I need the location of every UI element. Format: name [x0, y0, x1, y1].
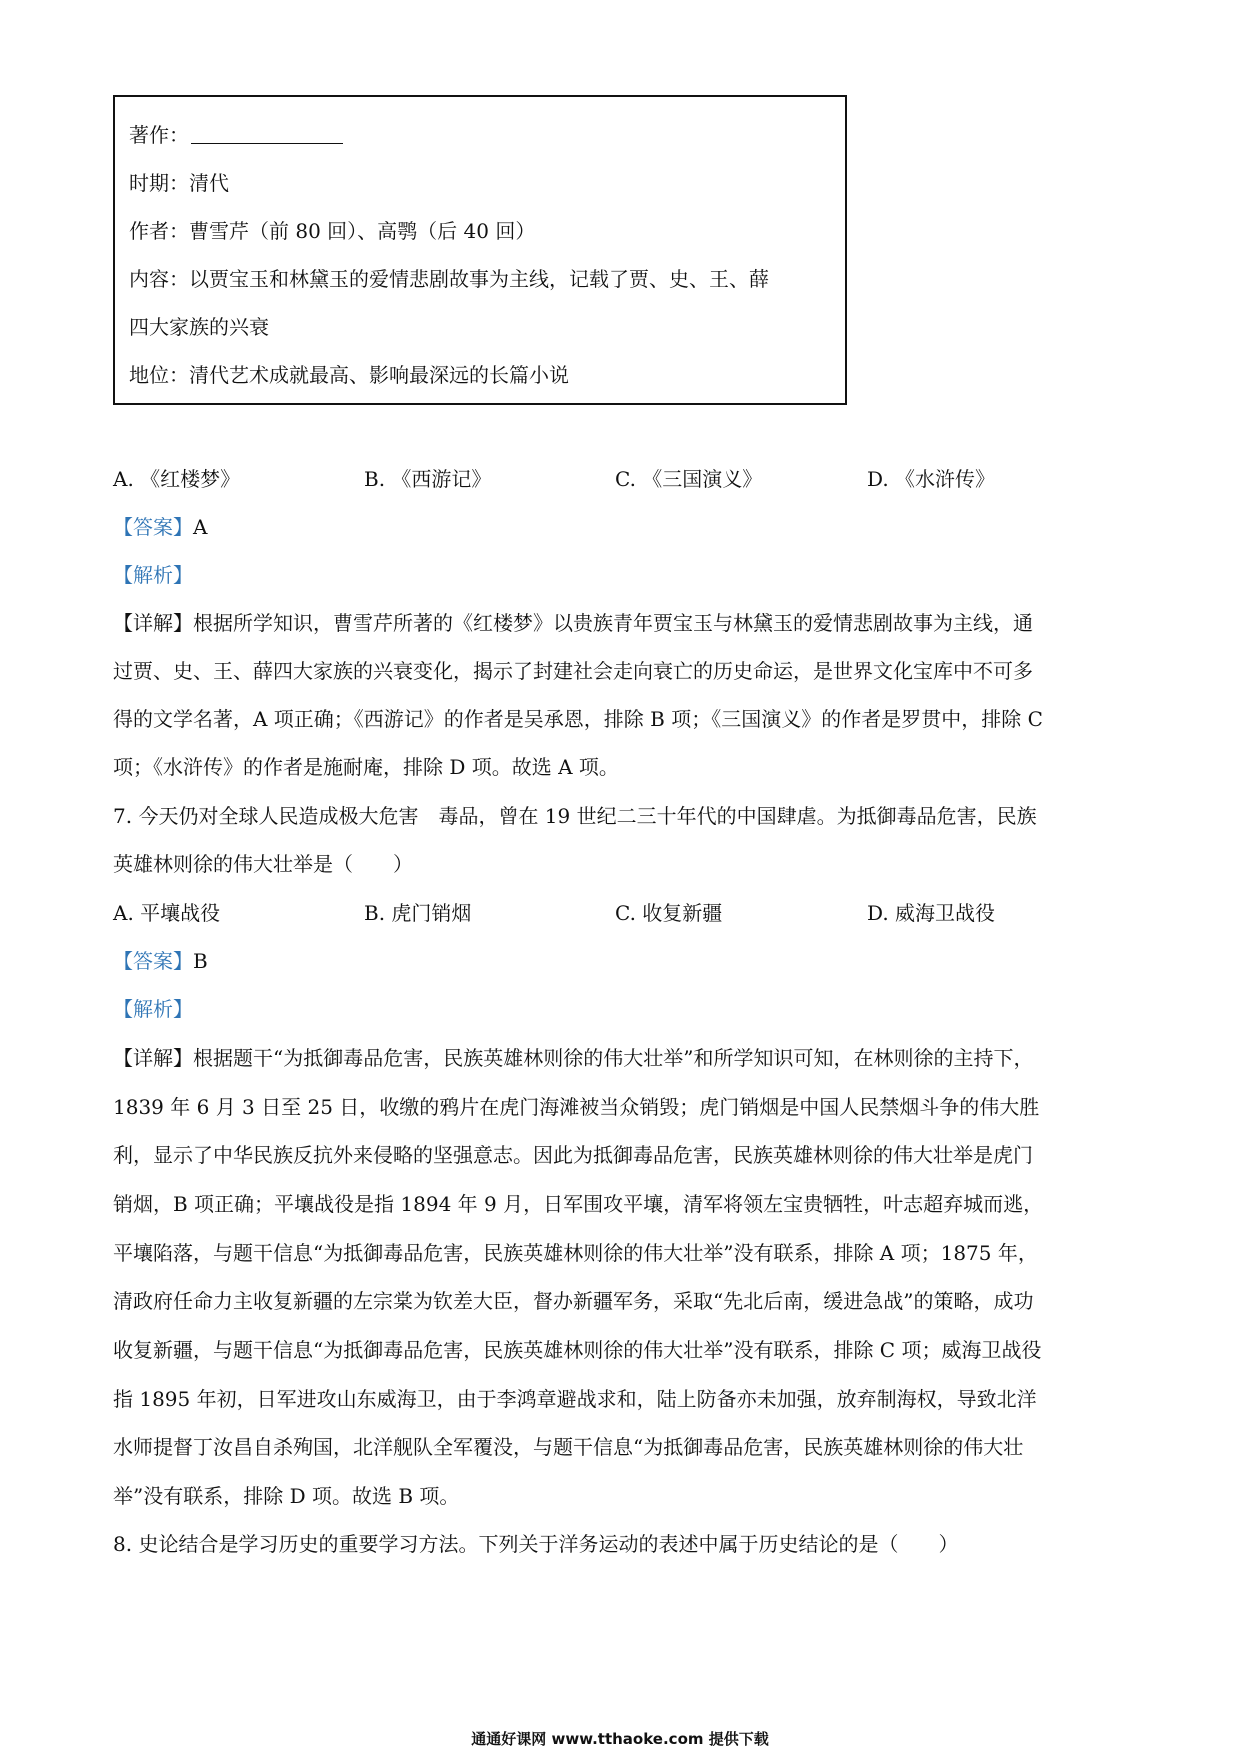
q6-detail-line: 【详解】根据所学知识，曹雪芹所著的《红楼梦》以贵族青年贾宝玉与林黛玉的爱情悲剧故事为主线，通: [113, 611, 1033, 635]
q7-detail-line: 指 1895 年初，日军进攻山东威海卫，由于李鸿章避战求和，陆上防备亦未加强，放弃制海权，导致北洋: [113, 1387, 1037, 1411]
q7-option-a: A. 平壤战役: [113, 901, 221, 925]
q7-stem-line: 英雄林则徐的伟大壮举是（ ）: [113, 852, 413, 876]
q7-detail-line: 举”没有联系，排除 D 项。故选 B 项。: [113, 1484, 460, 1508]
q6-option-b: B. 《西游记》: [364, 467, 492, 491]
q6-detail-line: 项；《水浒传》的作者是施耐庵，排除 D 项。故选 A 项。: [113, 755, 619, 779]
q7-stem-line: 7. 今天仍对全球人民造成极大危害 毒品，曾在 19 世纪二三十年代的中国肆虐。为抵御毒品危害，民族: [113, 804, 1037, 828]
answer-label: 【答案】: [113, 949, 193, 973]
q6-option-a: A. 《红楼梦》: [113, 467, 241, 491]
content-line-2: 四大家族的兴衰: [129, 315, 269, 339]
q7-detail-line: 收复新疆，与题干信息“为抵御毒品危害，民族英雄林则徐的伟大壮举”没有联系，排除 C 项；威海卫战役: [113, 1338, 1042, 1362]
info-box: [113, 95, 847, 405]
author-line: 作者：曹雪芹（前 80 回）、高鹗（后 40 回）: [129, 219, 536, 243]
q7-analysis-label: 【解析】: [113, 997, 193, 1021]
q7-detail-line: 清政府任命力主收复新疆的左宗棠为钦差大臣，督办新疆军务，采取“先北后南，缓进急战”的策略，成功: [113, 1289, 1034, 1313]
answer-value: A: [193, 515, 208, 539]
q8-stem: 8. 史论结合是学习历史的重要学习方法。下列关于洋务运动的表述中属于历史结论的是（ ）: [113, 1532, 959, 1556]
work-blank: [191, 125, 343, 144]
q7-detail-line: 销烟，B 项正确；平壤战役是指 1894 年 9 月，日军围攻平壤，清军将领左宝贵牺牲，叶志超弃城而逃，: [113, 1192, 1044, 1216]
q7-detail-line: 水师提督丁汝昌自杀殉国，北洋舰队全军覆没，与题干信息“为抵御毒品危害，民族英雄林则徐的伟大壮: [113, 1435, 1024, 1459]
q6-detail-line: 过贾、史、王、薛四大家族的兴衰变化，揭示了封建社会走向衰亡的历史命运，是世界文化宝库中不可多: [113, 659, 1033, 683]
q7-detail-line: 1839 年 6 月 3 日至 25 日，收缴的鸦片在虎门海滩被当众销毁；虎门销烟是中国人民禁烟斗争的伟大胜: [113, 1095, 1040, 1119]
q6-option-d: D. 《水浒传》: [867, 467, 996, 491]
status-line: 地位：清代艺术成就最高、影响最深远的长篇小说: [129, 363, 569, 387]
period-line: 时期：清代: [129, 171, 229, 195]
answer-value: B: [193, 949, 208, 973]
content-line-1: 内容：以贾宝玉和林黛玉的爱情悲剧故事为主线，记载了贾、史、王、薛: [129, 267, 769, 291]
q6-analysis-label: 【解析】: [113, 563, 193, 587]
q6-detail-line: 得的文学名著，A 项正确；《西游记》的作者是吴承恩，排除 B 项；《三国演义》的作者是罗贯中，排除 C: [113, 707, 1043, 731]
q7-option-b: B. 虎门销烟: [364, 901, 472, 925]
q6-option-c: C. 《三国演义》: [615, 467, 763, 491]
page-footer: 通通好课网 www.tthaoke.com 提供下载: [471, 1730, 769, 1748]
work-label: 著作：: [129, 123, 189, 147]
answer-label: 【答案】: [113, 515, 193, 539]
q7-answer: [113, 945, 208, 974]
q6-answer: [113, 511, 207, 540]
q7-detail-line: 平壤陷落，与题干信息“为抵御毒品危害，民族英雄林则徐的伟大壮举”没有联系，排除 A 项；1875 年，: [113, 1241, 1038, 1265]
q7-option-c: C. 收复新疆: [615, 901, 723, 925]
q7-option-d: D. 威海卫战役: [867, 901, 996, 925]
q7-detail-line: 利，显示了中华民族反抗外来侵略的坚强意志。因此为抵御毒品危害，民族英雄林则徐的伟大壮举是虎门: [113, 1143, 1033, 1167]
work-line: [129, 119, 343, 148]
q7-detail-line: 【详解】根据题干“为抵御毒品危害，民族英雄林则徐的伟大壮举”和所学知识可知，在林则徐的主持下，: [113, 1046, 1034, 1070]
